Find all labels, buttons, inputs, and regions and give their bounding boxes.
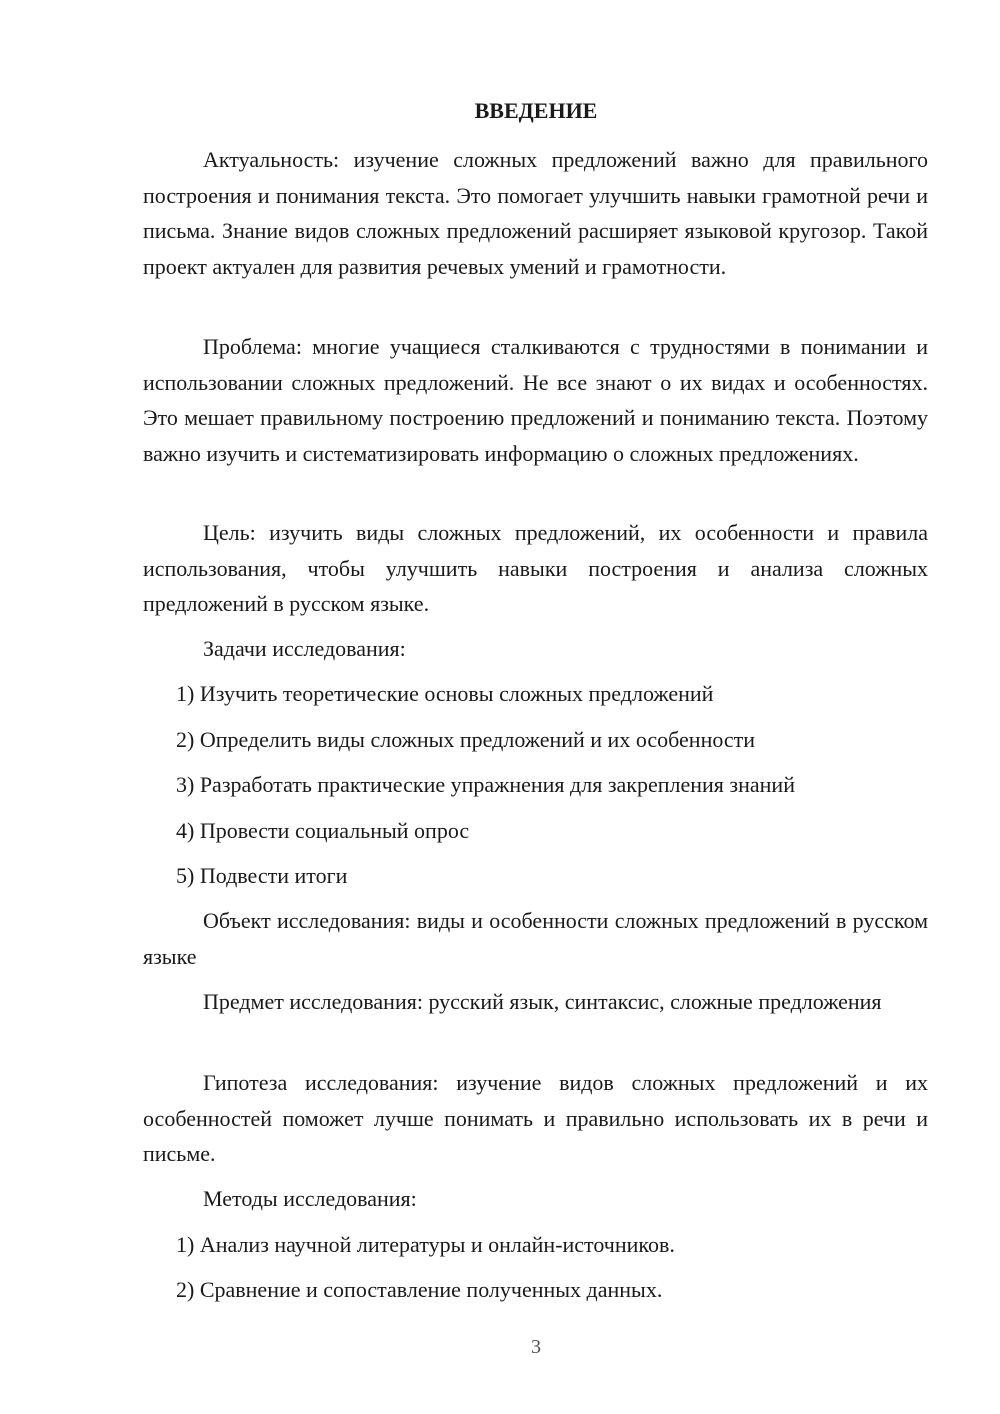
methods-heading: Методы исследования: (203, 1186, 417, 1211)
task-item: 2) Определить виды сложных предложений и их особенности (176, 727, 756, 752)
task-item: 1) Изучить теоретические основы сложных предложений (176, 681, 714, 706)
tasks-heading: Задачи исследования: (203, 636, 406, 661)
goal-paragraph: Цель: изучить виды сложных предложений, их особенности и правила использования, чтобы улучшить навыки построения и анализа сложных предложений в русском языке. (143, 520, 928, 616)
task-item: 4) Провести социальный опрос (176, 818, 470, 843)
object-paragraph: Объект исследования: виды и особенности сложных предложений в русском языке (143, 908, 928, 969)
hypothesis-paragraph: Гипотеза исследования: изучение видов сложных предложений и их особенностей поможет лучше понимать и правильно использовать их в речи и письме. (143, 1070, 928, 1166)
task-item: 3) Разработать практические упражнения для закрепления знаний (176, 772, 795, 797)
page-title: ВВЕДЕНИЕ (474, 98, 598, 123)
method-item: 2) Сравнение и сопоставление полученных данных. (176, 1277, 663, 1302)
page-number: 3 (531, 1336, 541, 1358)
relevance-paragraph: Актуальность: изучение сложных предложений важно для правильного построения и понимания текста. Это помогает улучшить навыки грамотной речи и письма. Знание видов сложных предложений расширяет языковой кругозор. Такой проект актуален для развития речевых умений и грамотности. (143, 147, 928, 279)
method-item: 1) Анализ научной литературы и онлайн-источников. (176, 1232, 675, 1257)
task-item: 5) Подвести итоги (176, 863, 348, 888)
subject-paragraph: Предмет исследования: русский язык, синтаксис, сложные предложения (203, 989, 882, 1014)
problem-paragraph: Проблема: многие учащиеся сталкиваются с трудностями в понимании и использовании сложных предложений. Не все знают о их видах и особенностях. Это мешает правильному построению предложений и пониманию текста. Поэтому важно изучить и систематизировать информацию о сложных предложениях. (143, 334, 928, 466)
